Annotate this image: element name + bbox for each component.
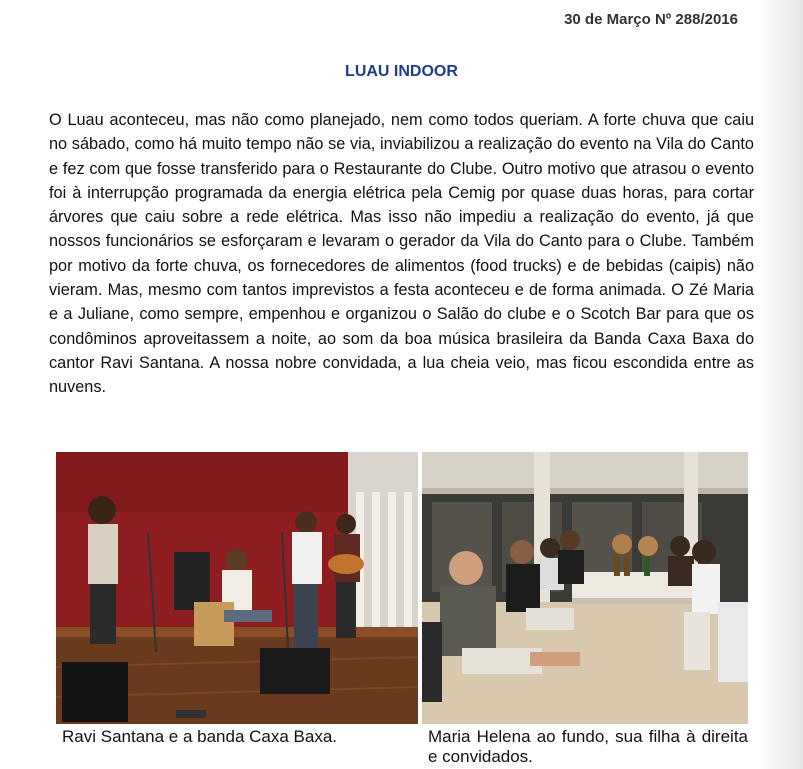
guests-photo-caption: Maria Helena ao fundo, sua filha à direita e convidados. [428,727,748,766]
guests-photo [422,452,748,724]
page-edge-shadow [760,0,803,769]
article-body: O Luau aconteceu, mas não como planejado, nem como todos queriam. A forte chuva que caiu no sábado, como há muito tempo não se via, inviabilizou a realização do evento na Vila do Canto e fez com que fosse transferido para o Restaurante do Clube. Outro motivo que atrasou o evento foi à interrupção programada da energia elétrica pela Cemig por quase duas horas, para cortar árvores que caiu sobre a rede elétrica. Mas isso não impediu a realização do evento, já que nossos funcionários se esforçaram e levaram o gerador da Vila do Canto para o Clube. Também por motivo da forte chuva, os fornecedores de alimentos (food trucks) e de bebidas (caipis) não vieram. Mas, mesmo com tantos imprevistos a festa aconteceu e de forma animada. O Zé Maria e a Juliane, como sempre, empenhou e organizou o Salão do clube e o Scotch Bar para que os condôminos aproveitassem a noite, ao som da boa música brasileira da Banda Caxa Baxa do cantor Ravi Santana. A nossa nobre convidada, a lua cheia veio, mas ficou escondida entre as nuvens. [49,111,754,397]
article-title: LUAU INDOOR [345,63,458,80]
band-photo-caption: Ravi Santana e a banda Caxa Baxa. [62,727,338,746]
band-photo [56,452,418,724]
issue-date: 30 de Março Nº 288/2016 [564,11,738,28]
